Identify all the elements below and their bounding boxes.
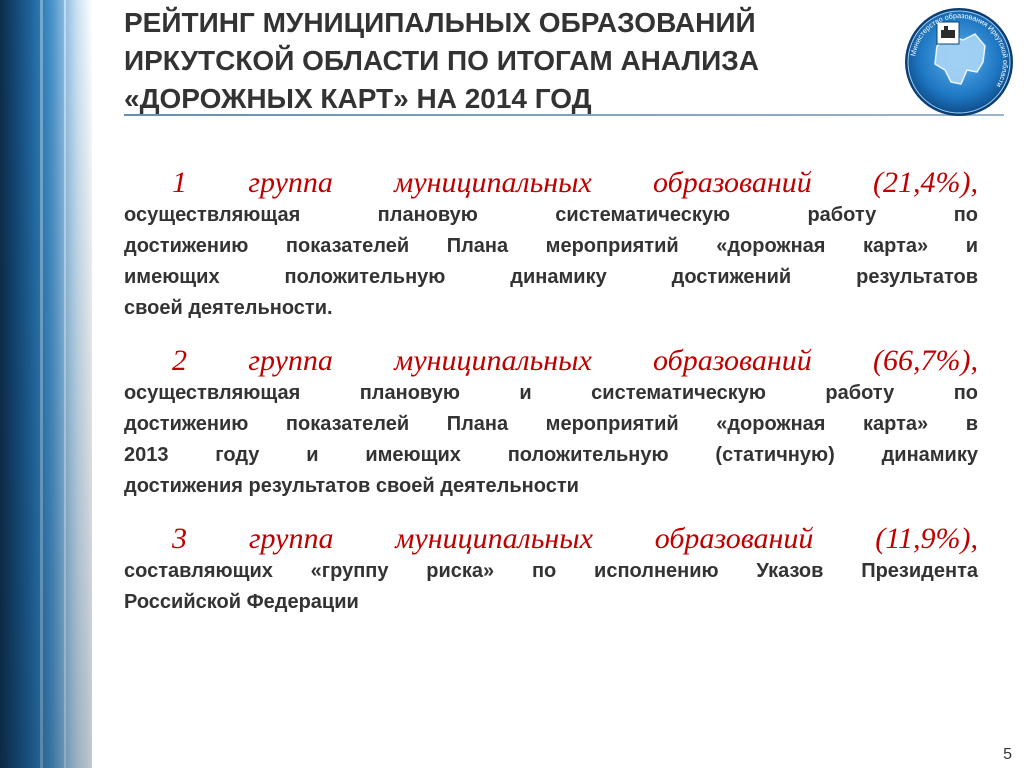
group-2-lead: 2 группа муниципальных образований (66,7%), (172, 344, 978, 377)
group-3-paragraph (124, 522, 978, 618)
group-3-line-1: составляющих «группу риска» по исполнению Указов Президента (124, 560, 978, 582)
slide-title (124, 4, 884, 118)
title-line-2: ИРКУТСКОЙ ОБЛАСТИ ПО ИТОГАМ АНАЛИЗА (124, 45, 759, 76)
page-number: 5 (1003, 746, 1012, 763)
slide-body (124, 166, 978, 638)
group-3-line-2: Российской Федерации (124, 591, 359, 613)
title-line-1: РЕЙТИНГ МУНИЦИПАЛЬНЫХ ОБРАЗОВАНИЙ (124, 7, 756, 38)
left-band-shading (0, 0, 92, 768)
group-1-line-3: имеющих положительную динамику достижений результатов (124, 266, 978, 288)
group-2-line-3: 2013 году и имеющих положительную (статичную) динамику (124, 444, 978, 466)
title-line-3: «ДОРОЖНЫХ КАРТ» НА 2014 ГОД (124, 83, 592, 114)
ministry-emblem-icon (903, 6, 1015, 118)
emblem-ring-text: Министерство образования Иркутской области (908, 10, 1011, 90)
group-1-lead: 1 группа муниципальных образований (21,4%), (172, 166, 978, 199)
group-2-line-1: осуществляющая плановую и систематическую работу по (124, 382, 978, 404)
title-underline (124, 114, 1004, 116)
group-2-paragraph (124, 344, 978, 502)
group-2-line-2: достижению показателей Плана мероприятий «дорожная карта» в (124, 413, 978, 435)
group-2-line-4: достижения результатов своей деятельности (124, 475, 579, 497)
group-1-line-2: достижению показателей Плана мероприятий «дорожная карта» и (124, 235, 978, 257)
group-1-line-4: своей деятельности. (124, 297, 333, 319)
group-1-paragraph (124, 166, 978, 324)
group-3-lead: 3 группа муниципальных образований (11,9%), (172, 522, 978, 555)
group-1-line-1: осуществляющая плановую систематическую работу по (124, 204, 978, 226)
